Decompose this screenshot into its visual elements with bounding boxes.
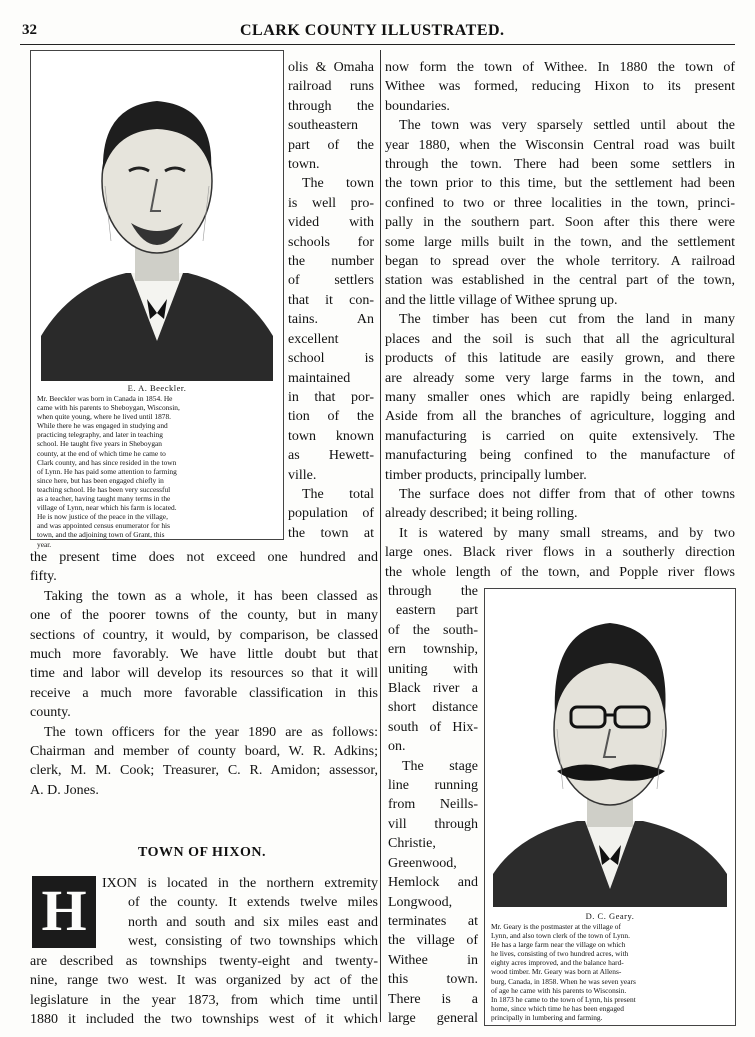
caption-line: town, and the adjoining town of Grant, this xyxy=(37,530,165,540)
caption-line: and was appointed census enumerator for his xyxy=(37,521,170,531)
text-line: sections of country, it would, by comparison, be classed xyxy=(30,627,378,643)
caption-line: year. xyxy=(37,539,52,549)
text-line: of the county. It extends twelve miles xyxy=(128,895,378,911)
text-line: Black river a xyxy=(388,681,478,697)
text-line: school is xyxy=(288,351,374,367)
running-title: CLARK COUNTY ILLUSTRATED. xyxy=(240,22,505,39)
caption-line: came with his parents to Sheboygan, Wisconsin, xyxy=(37,403,180,413)
text-line: are described as townships twenty-eight and twenty- xyxy=(30,954,378,969)
text-line: railroad runs xyxy=(288,79,374,95)
text-line: ville. xyxy=(288,467,317,483)
text-line: this town. xyxy=(388,972,478,988)
text-line: north and south and six miles east and xyxy=(128,914,378,930)
text-line: Withee was formed, reducing Hixon to its present xyxy=(385,79,735,95)
text-line: southeastern xyxy=(288,118,358,134)
text-line: places and the soil is such that all the agricultural xyxy=(385,331,735,347)
text-line: 1880 it included the two townships west of it which xyxy=(30,1012,378,1028)
text-line: schools for xyxy=(288,234,374,250)
text-line: products of this latitude are easily grown, and there xyxy=(385,351,735,367)
text-line: of the south- xyxy=(388,622,478,638)
text-line: receive a much more favorable classification in this xyxy=(30,685,378,701)
caption-line: when quite young, where he lived until 1878. xyxy=(37,412,172,422)
text-line: Hemlock and xyxy=(388,875,478,891)
text-line: boundaries. xyxy=(385,98,450,114)
text-line: The town xyxy=(302,176,374,192)
portrait-beeckler-engraving xyxy=(31,51,283,381)
caption-line: Lynn, and also town clerk of the town of Lynn. xyxy=(491,931,630,941)
caption-line: since here, but has been engaged chiefly in xyxy=(37,475,164,485)
text-line: through the town. There had been some settlers in xyxy=(385,157,735,173)
text-line: It is watered by many small streams, and by two xyxy=(399,525,735,541)
text-line: the present time does not exceed one hundred and xyxy=(30,550,378,565)
text-line: line running xyxy=(388,778,478,794)
hixon-full-text xyxy=(30,952,378,1030)
text-line: A. D. Jones. xyxy=(30,782,99,798)
portrait-geary-engraving xyxy=(485,589,735,907)
text-line: the whole length of the town, and Popple river flows xyxy=(385,564,735,580)
text-line: maintained xyxy=(288,370,351,386)
text-line: from Neills- xyxy=(388,797,478,813)
hixon-indented-text xyxy=(102,874,378,952)
text-line: tion of the xyxy=(288,409,374,425)
text-line: in that por- xyxy=(288,389,374,405)
text-line: IXON is located in the northern extremity xyxy=(102,876,378,891)
text-line: fifty. xyxy=(30,569,57,585)
text-line: time and labor will develop its resources so that it will xyxy=(30,666,378,682)
text-line: part of the xyxy=(288,137,374,153)
text-line: terminates at xyxy=(388,913,478,929)
text-line: The total xyxy=(302,486,374,502)
text-line: of settlers xyxy=(288,273,374,289)
portrait-geary-name: D. C. Geary. xyxy=(585,911,635,921)
text-line: Greenwood, xyxy=(388,855,457,871)
text-line: tains. An xyxy=(288,312,374,328)
text-line: are already some very large farms in the town, and xyxy=(385,370,735,386)
caption-line: Clark county, and has since resided in the town xyxy=(37,457,177,467)
text-line: manufacturing being confined to the manufacture of xyxy=(385,448,735,464)
text-line: county. xyxy=(30,705,71,721)
drop-cap: H xyxy=(32,876,96,948)
text-line: some large mills built in the town, and the settlement xyxy=(385,234,735,250)
caption-line: village of Lynn, near which his farm is located. xyxy=(37,503,177,513)
portrait-geary xyxy=(484,588,736,1026)
text-line: There is a xyxy=(388,991,478,1007)
caption-line: Mr. Geary is the postmaster at the village of xyxy=(491,922,621,931)
caption-line: wood timber. Mr. Geary was born at Allens- xyxy=(491,967,622,977)
left-full-text xyxy=(30,548,378,800)
text-line: town. xyxy=(288,157,320,173)
caption-line: burg, Canada, in 1858. When he was seven years xyxy=(491,976,636,986)
portrait-beeckler-caption xyxy=(31,393,283,549)
text-line: town known xyxy=(288,428,374,444)
text-line: vill through xyxy=(388,816,478,832)
right-narrow-column xyxy=(388,582,478,1028)
text-line: large ones. Black river flows in a southerly direction xyxy=(385,545,735,561)
text-line: Longwood, xyxy=(388,894,453,910)
text-line: vided with xyxy=(288,215,374,231)
text-line: on. xyxy=(388,739,406,755)
caption-line: practicing telegraphy, and later in teaching xyxy=(37,430,163,440)
caption-line: While there he was engaged in studying and xyxy=(37,421,168,431)
caption-line: He is now justice of the peace in the village, xyxy=(37,512,168,522)
text-line: and the little village of Withee sprung up. xyxy=(385,292,618,308)
caption-line: eighty acres improved, and the balance hard- xyxy=(491,958,624,968)
caption-line: of Lynn. He has paid some attention to farming xyxy=(37,466,177,476)
page-number: 32 xyxy=(22,22,37,38)
text-line: now form the town of Withee. In 1880 the town of xyxy=(385,60,735,75)
text-line: The town was very sparsely settled until about the xyxy=(399,118,735,134)
header-rule xyxy=(20,44,735,45)
caption-line: he lives, consisting of two hundred acres, with xyxy=(491,949,629,959)
text-line: station was established in the central part of the town, xyxy=(385,273,735,289)
text-line: clerk, M. M. Cook; Treasurer, C. R. Amidon; assessor, xyxy=(30,763,378,779)
text-line: Taking the town as a whole, it has been classed as xyxy=(44,588,378,604)
caption-line: home, since which time he has been engaged xyxy=(491,1003,624,1013)
portrait-beeckler xyxy=(30,50,284,549)
caption-line: teaching school. He has been very successful xyxy=(37,484,171,494)
text-line: the number xyxy=(288,254,374,270)
text-line: pally in the southern part. Soon after this there were xyxy=(385,215,735,231)
caption-line: Mr. Beeckler was born in Canada in 1854. He xyxy=(37,394,173,403)
caption-line: principally in lumbering and farming. xyxy=(491,1012,603,1022)
caption-line: county, at the end of which time he came to xyxy=(37,448,166,458)
text-line: large general xyxy=(388,1010,478,1026)
text-line: that it con- xyxy=(288,292,374,308)
text-line: eastern part xyxy=(396,603,478,619)
left-narrow-column xyxy=(288,58,374,543)
text-line: manufacturing is carried on quite extensively. The xyxy=(385,428,735,444)
text-line: south of Hix- xyxy=(388,719,478,735)
text-line: the town at xyxy=(288,525,374,541)
text-line: one of the poorer towns of the county, but in many xyxy=(30,608,378,624)
caption-line: He has a large farm near the village on which xyxy=(491,940,626,950)
text-line: timber products, principally lumber. xyxy=(385,467,587,483)
caption-line: of age he came with his parents to Wisconsin. xyxy=(491,985,627,995)
text-line: Christie, xyxy=(388,836,436,852)
text-line: the town prior to this time, but the settlement had been xyxy=(385,176,735,192)
text-line: confined to two or three localities in the town, princi- xyxy=(385,195,735,211)
text-line: began to spread over the whole territory. A railroad xyxy=(385,254,735,270)
text-line: The timber has been cut from the land in many xyxy=(399,312,735,328)
caption-line: school. He taught five years in Sheboygan xyxy=(37,439,162,449)
column-rule xyxy=(380,50,381,1022)
section-title: TOWN OF HIXON. xyxy=(138,845,266,860)
caption-line: In 1873 he came to the town of Lynn, his present xyxy=(491,994,636,1004)
text-line: legislature in the year 1873, from which time until xyxy=(30,992,378,1008)
text-line: short distance xyxy=(388,700,478,716)
text-line: through the xyxy=(288,98,374,114)
text-line: Aside from all the branches of agriculture, logging and xyxy=(385,409,735,425)
text-line: many smaller ones which are rapidly being enlarged. xyxy=(385,389,735,405)
text-line: olis & Omaha xyxy=(288,60,374,75)
text-line: ern township, xyxy=(388,642,478,658)
text-line: The surface does not differ from that of other towns xyxy=(399,486,735,502)
text-line: year 1880, when the Wisconsin Central road was built xyxy=(385,137,735,153)
right-full-text xyxy=(385,58,735,582)
text-line: already described; it being rolling. xyxy=(385,506,578,522)
portrait-beeckler-name: E. A. Beeckler. xyxy=(127,383,187,393)
text-line: uniting with xyxy=(388,661,478,677)
text-line: the village of xyxy=(388,933,478,949)
caption-line: as a teacher, having taught many terms in the xyxy=(37,494,171,504)
portrait-geary-caption xyxy=(485,921,735,1022)
text-line: much more favorably. We have little doubt but that xyxy=(30,647,378,663)
text-line: west, consisting of two townships which xyxy=(128,934,378,950)
text-line: The stage xyxy=(402,758,478,774)
text-line: is well pro- xyxy=(288,195,374,211)
text-line: excellent xyxy=(288,331,339,347)
text-line: as Hewett- xyxy=(288,448,374,464)
text-line: Chairman and member of county board, W. R. Adkins; xyxy=(30,744,378,760)
text-line: Withee in xyxy=(388,952,478,968)
text-line: population of xyxy=(288,506,374,522)
text-line: The town officers for the year 1890 are as follows: xyxy=(44,724,378,740)
text-line: nine, range two west. It was organized by act of the xyxy=(30,973,378,989)
text-line: through the xyxy=(388,584,478,599)
